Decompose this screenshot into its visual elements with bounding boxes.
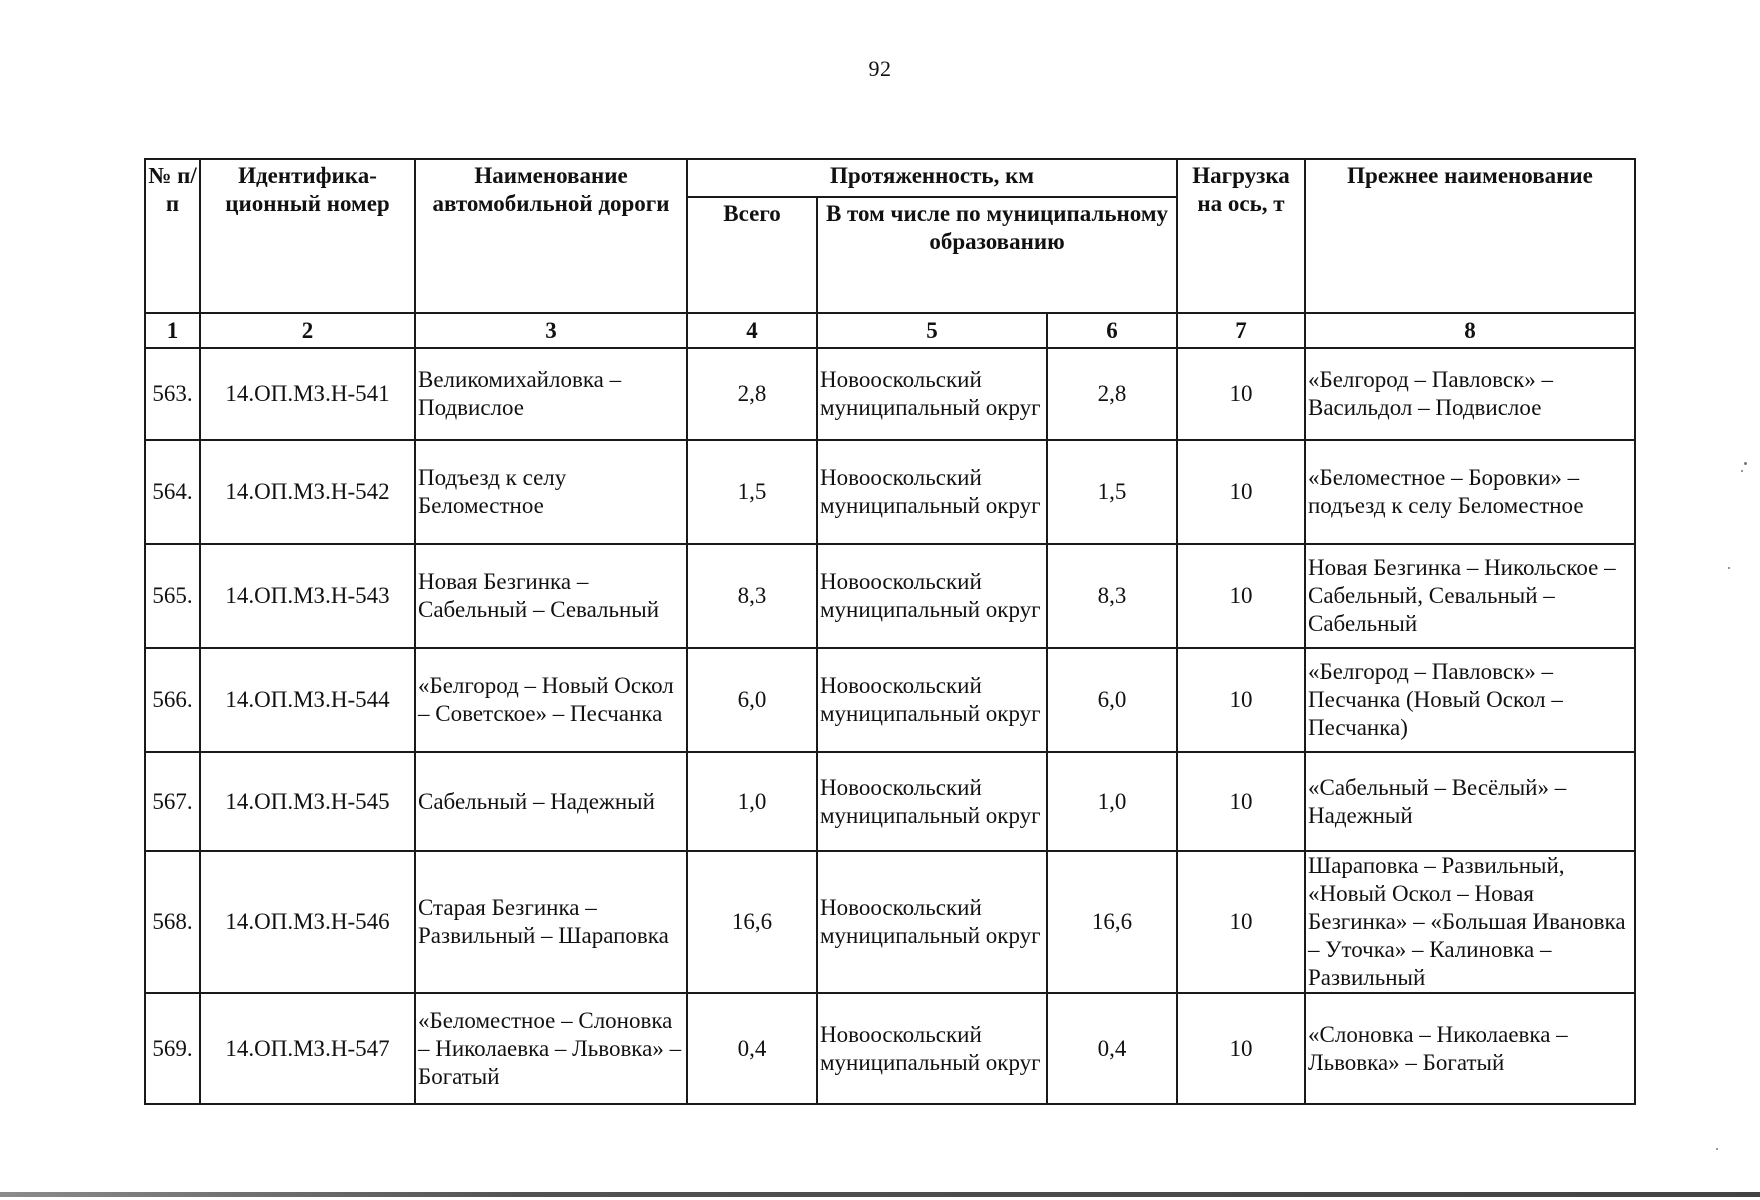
table-row bbox=[145, 752, 1635, 851]
road-name: Новая Безгинка – Сабельный – Севальный bbox=[415, 544, 687, 648]
column-number-row bbox=[145, 313, 1635, 348]
table-body bbox=[145, 348, 1635, 1104]
municipality: Новооскольский муниципальный округ bbox=[817, 851, 1047, 993]
row-number: 564. bbox=[145, 440, 200, 544]
page-number: 92 bbox=[868, 56, 892, 81]
road-name: Сабельный – Надежный bbox=[415, 752, 687, 851]
road-id: 14.ОП.МЗ.Н-541 bbox=[200, 348, 415, 440]
length-total: 16,6 bbox=[687, 851, 817, 993]
municipality: Новооскольский муниципальный округ bbox=[817, 993, 1047, 1104]
row-number: 566. bbox=[145, 648, 200, 752]
row-number: 568. bbox=[145, 851, 200, 993]
header-previous-name: Прежнее наименование bbox=[1305, 159, 1635, 313]
axle-load: 10 bbox=[1177, 544, 1305, 648]
length-total: 2,8 bbox=[687, 348, 817, 440]
previous-name: «Слоновка – Николаевка – Львовка» – Богатый bbox=[1305, 993, 1635, 1104]
column-number: 4 bbox=[687, 313, 817, 348]
length-municipal: 8,3 bbox=[1047, 544, 1177, 648]
road-name: Старая Безгинка – Развильный – Шараповка bbox=[415, 851, 687, 993]
road-id: 14.ОП.МЗ.Н-544 bbox=[200, 648, 415, 752]
header-id: Идентифика-ционный номер bbox=[200, 159, 415, 313]
table-row bbox=[145, 851, 1635, 993]
header-axle-load: Нагрузка на ось, т bbox=[1177, 159, 1305, 313]
axle-load: 10 bbox=[1177, 648, 1305, 752]
municipality: Новооскольский муниципальный округ bbox=[817, 648, 1047, 752]
row-number: 565. bbox=[145, 544, 200, 648]
column-number: 6 bbox=[1047, 313, 1177, 348]
scan-speck bbox=[1728, 567, 1730, 569]
axle-load: 10 bbox=[1177, 440, 1305, 544]
table-row bbox=[145, 440, 1635, 544]
column-number: 2 bbox=[200, 313, 415, 348]
column-number: 7 bbox=[1177, 313, 1305, 348]
column-number: 3 bbox=[415, 313, 687, 348]
municipality: Новооскольский муниципальный округ bbox=[817, 440, 1047, 544]
length-municipal: 6,0 bbox=[1047, 648, 1177, 752]
previous-name: Новая Безгинка – Никольское – Сабельный, Севальный – Сабельный bbox=[1305, 544, 1635, 648]
previous-name: Шараповка – Развильный, «Новый Оскол – Новая Безгинка» – «Большая Ивановка – Уточка» – Калиновка – Развильный bbox=[1305, 851, 1635, 993]
road-id: 14.ОП.МЗ.Н-542 bbox=[200, 440, 415, 544]
length-municipal: 16,6 bbox=[1047, 851, 1177, 993]
header-num: № п/п bbox=[145, 159, 200, 313]
previous-name: «Сабельный – Весёлый» – Надежный bbox=[1305, 752, 1635, 851]
axle-load: 10 bbox=[1177, 993, 1305, 1104]
previous-name: «Белгород – Павловск» – Песчанка (Новый Оскол – Песчанка) bbox=[1305, 648, 1635, 752]
roads-table bbox=[144, 158, 1636, 1105]
municipality: Новооскольский муниципальный округ bbox=[817, 348, 1047, 440]
scan-speck bbox=[1741, 470, 1743, 472]
row-number: 567. bbox=[145, 752, 200, 851]
road-name: «Беломестное – Слоновка – Николаевка – Львовка» – Богатый bbox=[415, 993, 687, 1104]
previous-name: «Беломестное – Боровки» – подъезд к селу Беломестное bbox=[1305, 440, 1635, 544]
scan-speck bbox=[1744, 462, 1747, 465]
table-row bbox=[145, 648, 1635, 752]
municipality: Новооскольский муниципальный округ bbox=[817, 544, 1047, 648]
header-municipal: В том числе по муниципальному образованию bbox=[817, 197, 1177, 313]
road-name: «Белгород – Новый Оскол – Советское» – Песчанка bbox=[415, 648, 687, 752]
municipality: Новооскольский муниципальный округ bbox=[817, 752, 1047, 851]
length-municipal: 2,8 bbox=[1047, 348, 1177, 440]
header-road-name: Наименование автомобильной дороги bbox=[415, 159, 687, 313]
previous-name: «Белгород – Павловск» – Васильдол – Подвислое bbox=[1305, 348, 1635, 440]
table-row bbox=[145, 993, 1635, 1104]
road-id: 14.ОП.МЗ.Н-546 bbox=[200, 851, 415, 993]
table-header bbox=[145, 159, 1635, 348]
axle-load: 10 bbox=[1177, 348, 1305, 440]
road-name: Великомихайловка – Подвислое bbox=[415, 348, 687, 440]
road-name: Подъезд к селу Беломестное bbox=[415, 440, 687, 544]
header-row-1 bbox=[145, 159, 1635, 197]
road-id: 14.ОП.МЗ.Н-543 bbox=[200, 544, 415, 648]
length-total: 6,0 bbox=[687, 648, 817, 752]
header-total: Всего bbox=[687, 197, 817, 313]
table-row bbox=[145, 348, 1635, 440]
table-row bbox=[145, 544, 1635, 648]
scan-speck bbox=[1716, 1148, 1718, 1150]
road-id: 14.ОП.МЗ.Н-545 bbox=[200, 752, 415, 851]
scan-edge-line bbox=[0, 1192, 1760, 1197]
column-number: 8 bbox=[1305, 313, 1635, 348]
length-total: 1,5 bbox=[687, 440, 817, 544]
row-number: 563. bbox=[145, 348, 200, 440]
length-municipal: 0,4 bbox=[1047, 993, 1177, 1104]
column-number: 1 bbox=[145, 313, 200, 348]
length-municipal: 1,0 bbox=[1047, 752, 1177, 851]
length-municipal: 1,5 bbox=[1047, 440, 1177, 544]
length-total: 1,0 bbox=[687, 752, 817, 851]
road-id: 14.ОП.МЗ.Н-547 bbox=[200, 993, 415, 1104]
column-number: 5 bbox=[817, 313, 1047, 348]
axle-load: 10 bbox=[1177, 752, 1305, 851]
axle-load: 10 bbox=[1177, 851, 1305, 993]
header-length-group: Протяженность, км bbox=[687, 159, 1177, 197]
length-total: 8,3 bbox=[687, 544, 817, 648]
length-total: 0,4 bbox=[687, 993, 817, 1104]
row-number: 569. bbox=[145, 993, 200, 1104]
